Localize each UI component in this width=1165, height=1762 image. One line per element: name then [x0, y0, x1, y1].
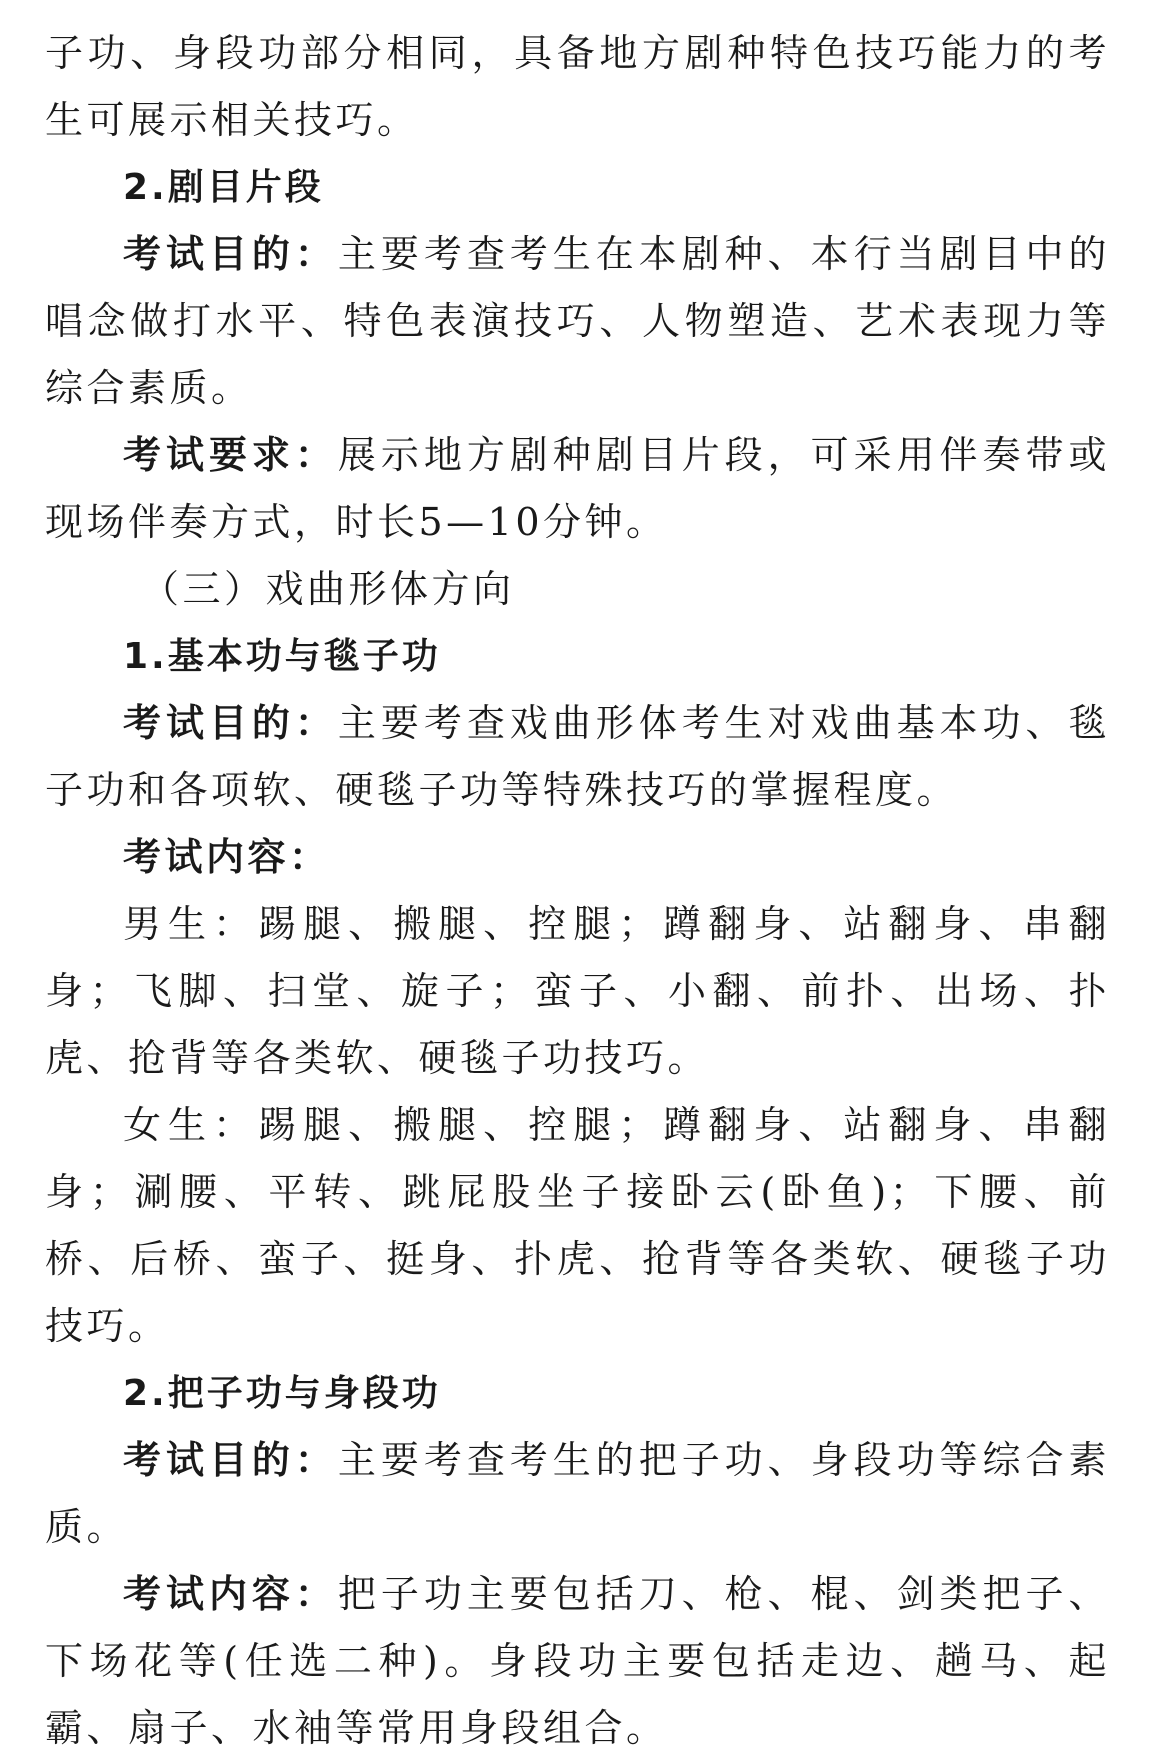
text-exam-content: 把子功主要包括刀、枪、棍、剑类把子、下场花等(任选二种)。身段功主要包括走边、趟马、起霸、扇子、水袖等常用身段组合。 — [45, 1572, 1110, 1750]
text-exam-purpose: 主要考查戏曲形体考生对戏曲基本功、毯子功和各项软、硬毯子功等特殊技巧的掌握程度。 — [45, 701, 1110, 812]
paragraph-female-content: 女生：踢腿、搬腿、控腿；蹲翻身、站翻身、串翻身；涮腰、平转、跳屁股坐子接卧云(卧鱼)；下腰、前桥、后桥、蛮子、挺身、扑虎、抢背等各类软、硬毯子功技巧。 — [45, 1103, 1110, 1348]
heading-repertoire-excerpt: 2.剧目片段 — [123, 167, 324, 208]
label-exam-purpose: 考试目的： — [123, 1438, 338, 1482]
paragraph-prop-purpose — [45, 1427, 1110, 1561]
heading-basic-skills: 1.基本功与毯子功 — [123, 636, 441, 677]
label-exam-purpose: 考试目的： — [123, 232, 338, 276]
heading-section-three: （三）戏曲形体方向 — [141, 567, 515, 611]
text-exam-purpose: 主要考查考生在本剧种、本行当剧目中的唱念做打水平、特色表演技巧、人物塑造、艺术表现力等综合素质。 — [45, 232, 1110, 410]
paragraph-male-content: 男生：踢腿、搬腿、控腿；蹲翻身、站翻身、串翻身；飞脚、扫堂、旋子；蛮子、小翻、前扑、出场、扑虎、抢背等各类软、硬毯子功技巧。 — [45, 902, 1110, 1080]
paragraph-prop-content — [45, 1561, 1110, 1762]
text-exam-purpose: 主要考查考生的把子功、身段功等综合素质。 — [45, 1438, 1110, 1549]
document-page — [0, 20, 1165, 1750]
label-exam-content: 考试内容： — [123, 835, 331, 879]
heading-prop-and-posture: 2.把子功与身段功 — [123, 1373, 441, 1414]
paragraph-continuation: 子功、身段功部分相同，具备地方剧种特色技巧能力的考生可展示相关技巧。 — [45, 31, 1110, 142]
paragraph-repertoire-purpose — [45, 221, 1110, 422]
paragraph-basic-content-label — [45, 824, 1110, 891]
paragraph-basic-purpose — [45, 690, 1110, 824]
text-exam-requirement: 展示地方剧种剧目片段，可采用伴奏带或现场伴奏方式，时长5—10分钟。 — [45, 433, 1110, 544]
label-exam-content: 考试内容： — [123, 1572, 338, 1616]
label-exam-requirement: 考试要求： — [123, 433, 338, 477]
paragraph-repertoire-requirement — [45, 422, 1110, 556]
label-exam-purpose: 考试目的： — [123, 701, 338, 745]
